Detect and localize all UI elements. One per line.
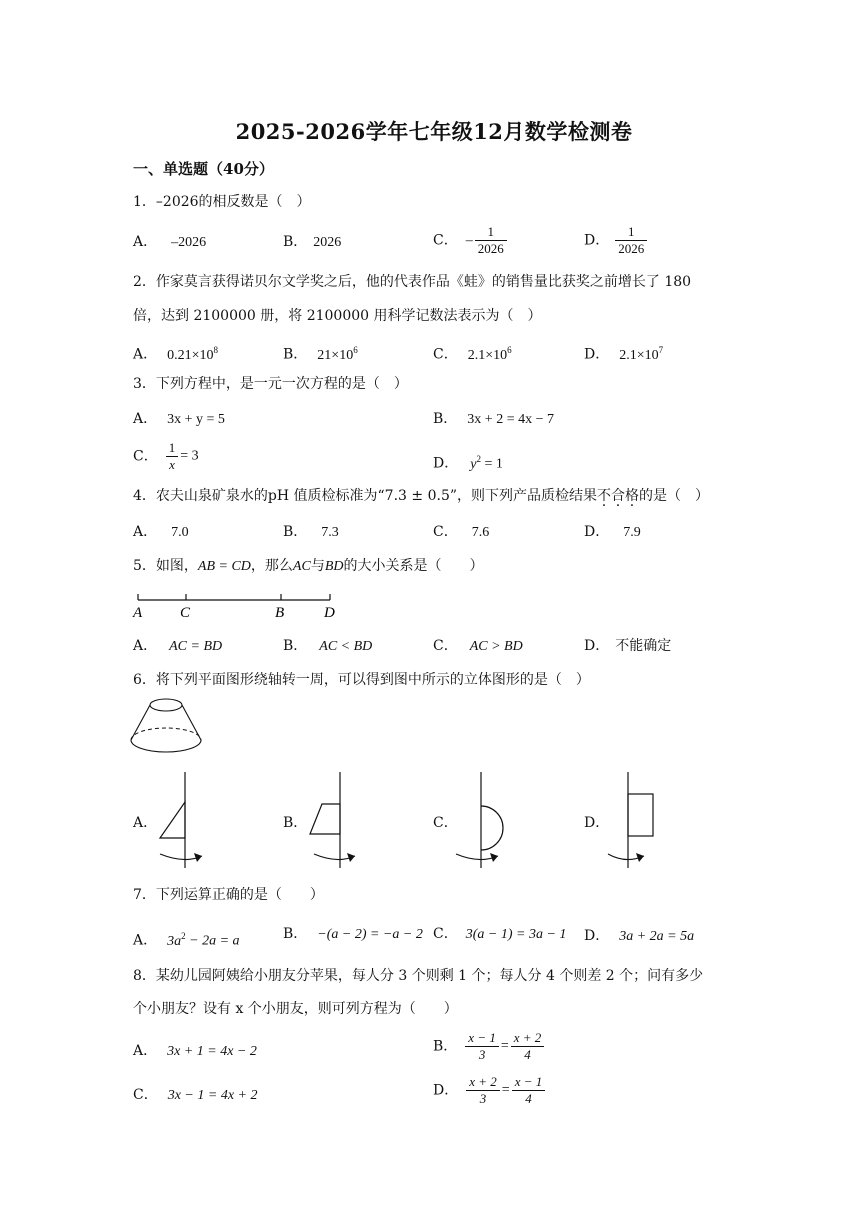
section-heading: 一、单选题（40分） bbox=[133, 160, 274, 178]
question-1-stem: 1．–2026的相反数是（ ） bbox=[133, 194, 311, 210]
q4-option-d[interactable]: D． 7.9 bbox=[584, 524, 641, 540]
question-8-stem-line2: 个小朋友？设有 x 个小朋友，则可列方程为（ ） bbox=[133, 1001, 458, 1017]
point-a-label: A bbox=[133, 605, 143, 621]
q5-option-a[interactable]: A． AC = BD bbox=[133, 638, 223, 654]
q7-option-c[interactable]: C． 3(a − 1) = 3a − 1 bbox=[433, 926, 567, 942]
option-a-figure[interactable] bbox=[150, 770, 210, 876]
q7-option-d[interactable]: D． 3a + 2a = 5a bbox=[584, 928, 695, 944]
q2-option-b[interactable]: B． $21\times 10^6$ bbox=[283, 345, 358, 363]
q6-option-b[interactable]: B． bbox=[283, 815, 308, 831]
option-d-figure[interactable] bbox=[604, 770, 664, 876]
q3-option-a[interactable]: A． 3x + y = 5 bbox=[133, 411, 225, 427]
page-title: 2025-2026学年七年级12月数学检测卷 bbox=[235, 119, 633, 144]
q5-option-b[interactable]: B． AC < BD bbox=[283, 638, 373, 654]
q7-option-b[interactable]: B． −(a − 2) = −a − 2 bbox=[283, 926, 423, 942]
q6-option-d[interactable]: D． bbox=[584, 815, 610, 831]
option-b-figure[interactable] bbox=[300, 770, 360, 876]
q1-option-d[interactable]: D． $\frac{1}{2026}$ bbox=[584, 224, 649, 257]
question-8-stem-line1: 8．某幼儿园阿姨给小朋友分苹果，每人分 3 个则剩 1 个；每人分 4 个则差 2 个；问有多少 bbox=[133, 968, 704, 984]
option-c-figure[interactable] bbox=[452, 770, 512, 876]
q3-option-d[interactable]: D． $y^2 = 1$ bbox=[433, 454, 503, 472]
q8-option-d[interactable]: D． $\frac{x + 2}{3}$ = $\frac{x - 1}{4}$ bbox=[433, 1074, 547, 1107]
point-d-label: D bbox=[324, 605, 335, 621]
q5-option-d[interactable]: D． 不能确定 bbox=[584, 638, 672, 654]
q8-option-b[interactable]: B． $\frac{x - 1}{3}$ = $\frac{x + 2}{4}$ bbox=[433, 1030, 546, 1063]
q8-option-c[interactable]: C． 3x − 1 = 4x + 2 bbox=[133, 1087, 258, 1103]
question-5-stem: 5．如图，AB = CD，那么AC与BD的大小关系是（ ） bbox=[133, 558, 484, 574]
q2-option-a[interactable]: A． $0.21\times 10^8$ bbox=[133, 345, 219, 363]
q4-option-a[interactable]: A． 7.0 bbox=[133, 524, 189, 540]
q2-option-c[interactable]: C． $2.1\times 10^6$ bbox=[433, 345, 512, 363]
question-7-stem: 7．下列运算正确的是（ ） bbox=[133, 887, 324, 903]
q4-option-b[interactable]: B． 7.3 bbox=[283, 524, 339, 540]
frustum-base-back bbox=[131, 728, 201, 740]
frustum-top bbox=[150, 699, 182, 711]
q6-option-a[interactable]: A． bbox=[133, 815, 158, 831]
q3-option-b[interactable]: B． 3x + 2 = 4x − 7 bbox=[433, 411, 554, 427]
q2-option-d[interactable]: D． $2.1\times 10^7$ bbox=[584, 345, 664, 363]
q7-option-a[interactable]: A． $3a^2 - 2a = a$ bbox=[133, 931, 240, 949]
question-6-stem: 6．将下列平面图形绕轴转一周，可以得到图中所示的立体图形的是（ ） bbox=[133, 672, 590, 688]
point-b-label: B bbox=[275, 605, 285, 621]
question-2-stem-line2: 倍，达到 2100000 册，将 2100000 用科学记数法表示为（ ） bbox=[133, 308, 542, 324]
question-3-stem: 3．下列方程中，是一元一次方程的是（ ） bbox=[133, 376, 408, 392]
q5-option-c[interactable]: C． AC > BD bbox=[433, 638, 523, 654]
q1-option-b[interactable]: B． 2026 bbox=[283, 234, 342, 250]
q6-option-c[interactable]: C． bbox=[433, 815, 458, 831]
frustum-figure bbox=[128, 696, 204, 762]
question-2-stem-line1: 2．作家莫言获得诺贝尔文学奖之后，他的代表作品《蛙》的销售量比获奖之前增长了 180 bbox=[133, 274, 692, 290]
q3-option-c[interactable]: C． $\frac{1}{x}$ = 3 bbox=[133, 440, 199, 472]
point-c-label: C bbox=[180, 605, 191, 621]
q1-option-a[interactable]: A． –2026 bbox=[133, 234, 207, 250]
q4-option-c[interactable]: C． 7.6 bbox=[433, 524, 490, 540]
frustum-base-front bbox=[131, 740, 201, 752]
segment-figure bbox=[130, 590, 350, 622]
q1-option-c[interactable]: C． – $\frac{1}{2026}$ bbox=[433, 224, 509, 257]
q8-option-a[interactable]: A． 3x + 1 = 4x − 2 bbox=[133, 1043, 257, 1059]
question-4-stem: 4．农夫山泉矿泉水的pH 值质检标准为“7.3 ± 0.5”，则下列产品质检结果不合格的是（ ） bbox=[133, 488, 710, 504]
frustum-side-left bbox=[131, 705, 150, 740]
